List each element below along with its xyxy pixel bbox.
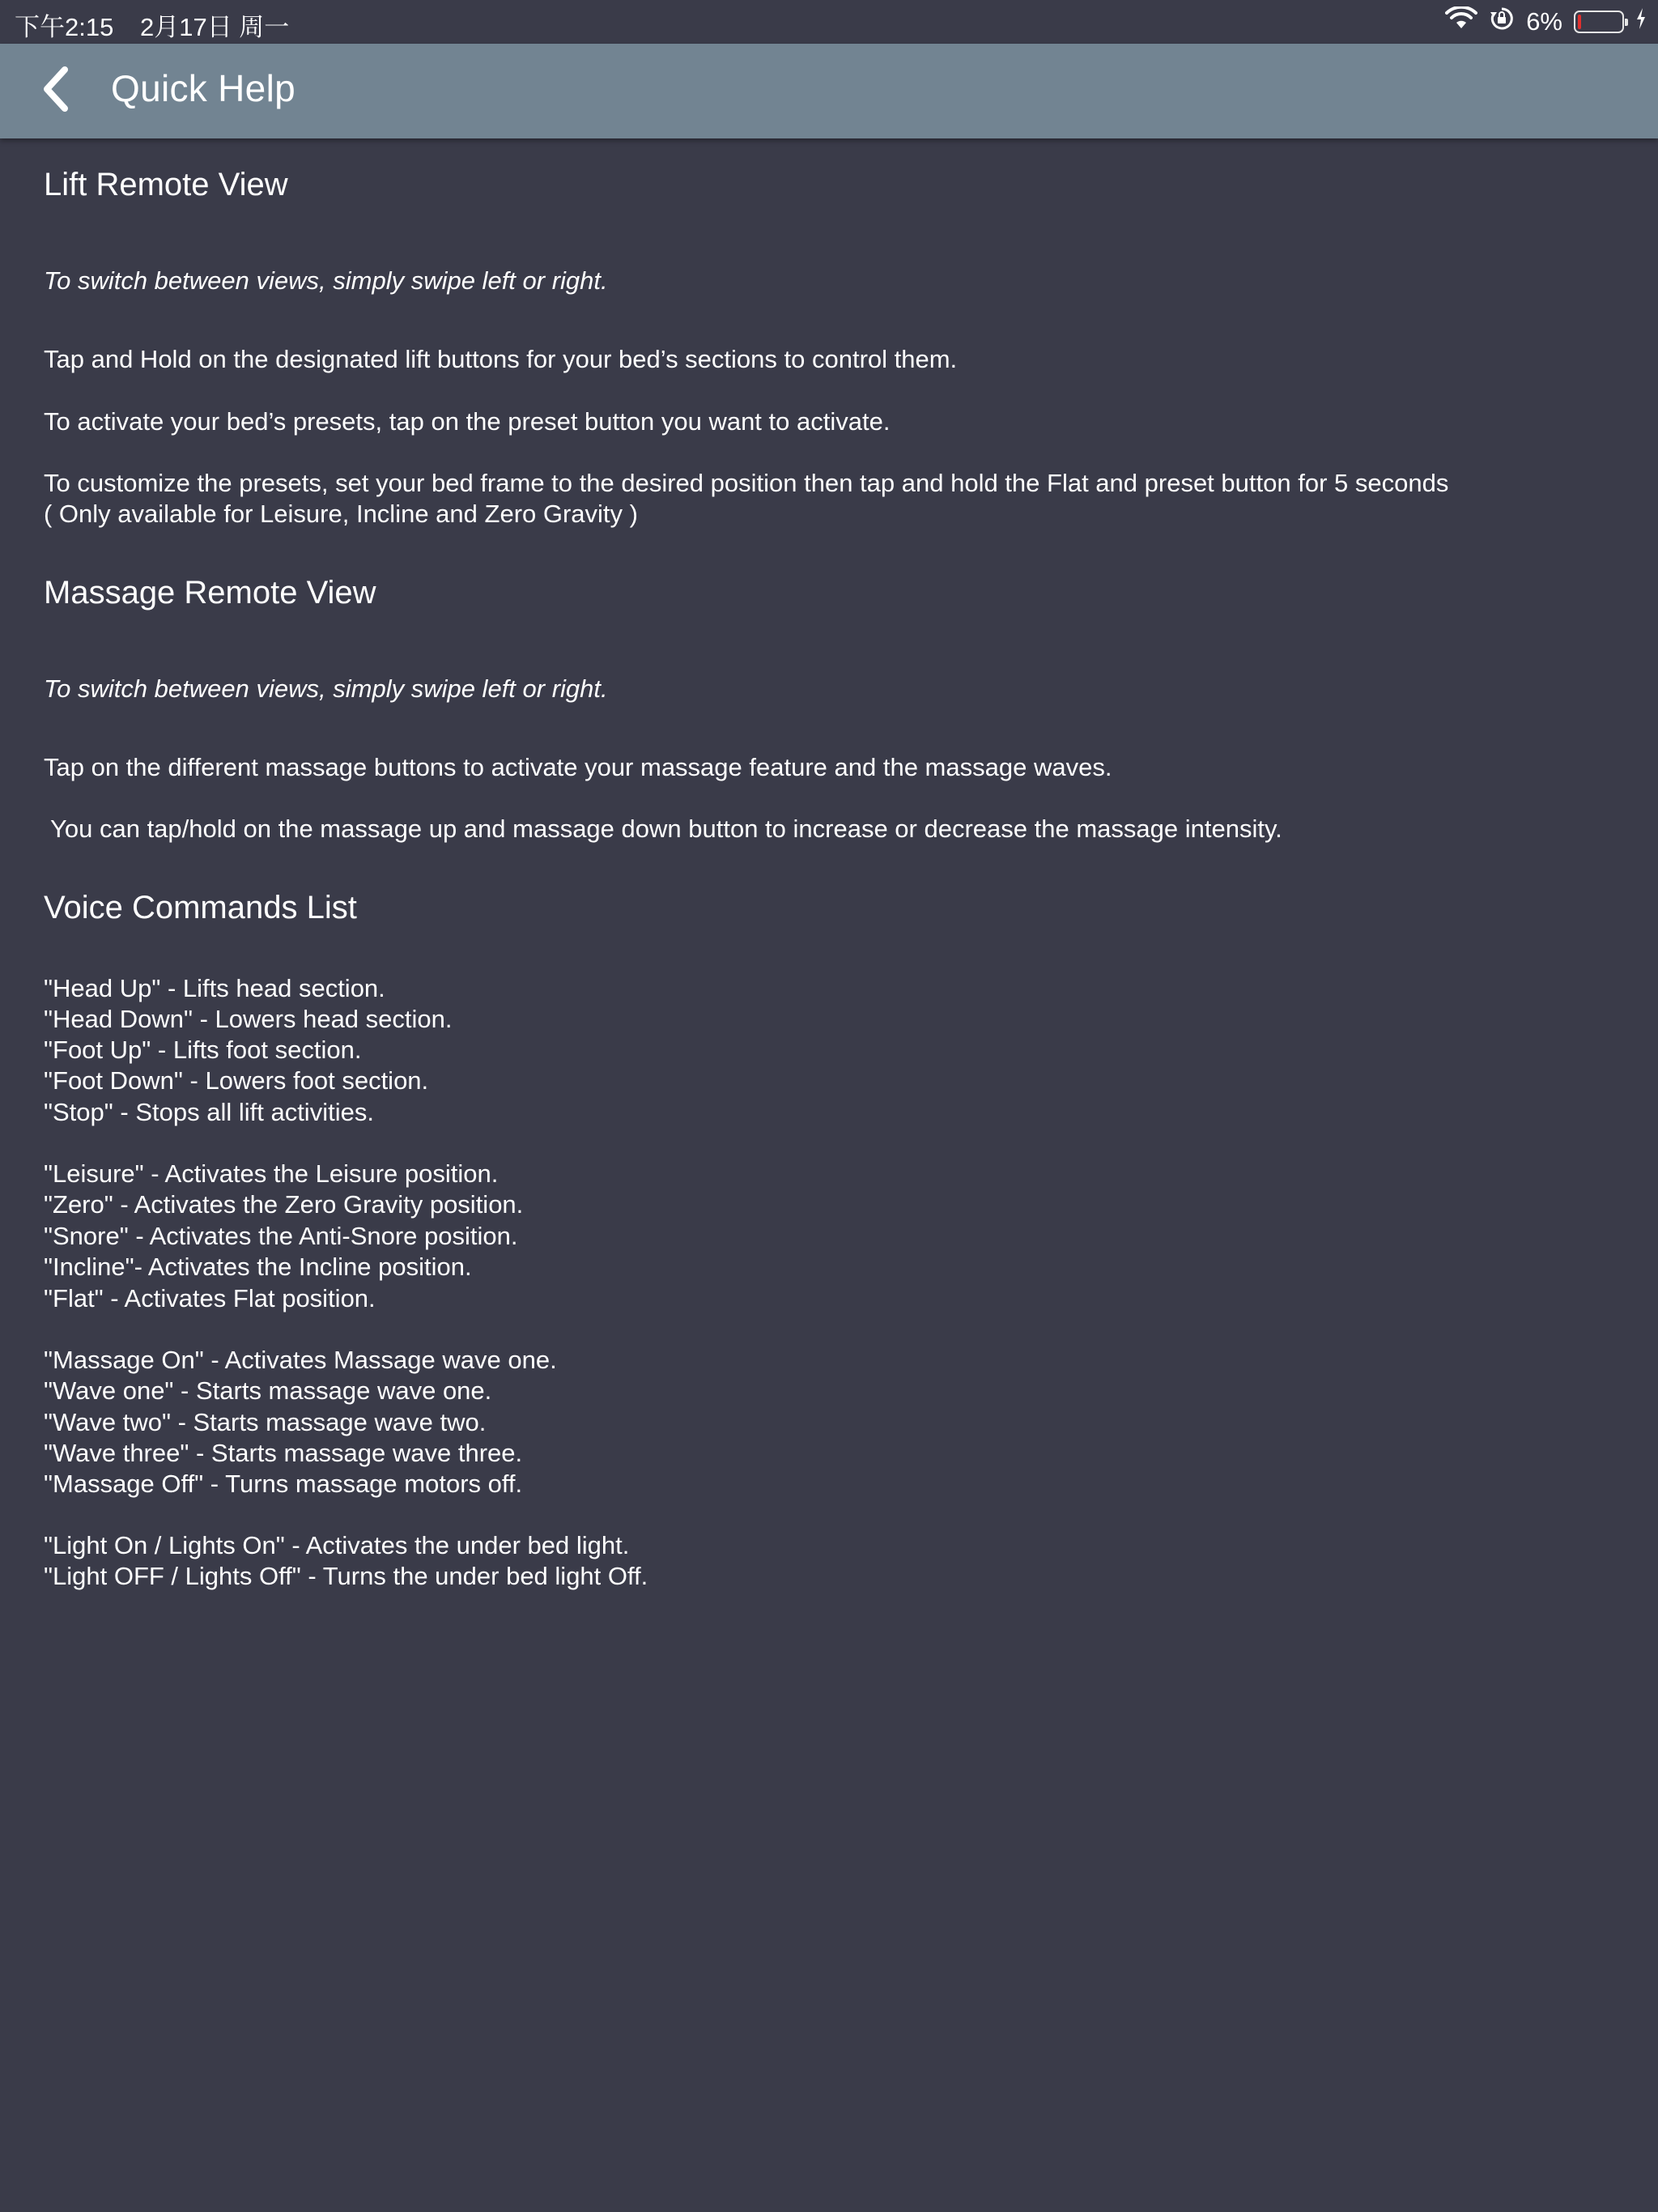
navigation-bar — [0, 44, 1658, 138]
massage-paragraph-2: You can tap/hold on the massage up and massage down button to increase or decrease the massage intensity. — [44, 815, 1282, 843]
voice-command-line: "Leisure" - Activates the Leisure position. — [44, 1159, 499, 1188]
voice-command-line: "Foot Up" - Lifts foot section. — [44, 1036, 362, 1064]
orientation-lock-icon — [1489, 6, 1515, 38]
charging-bolt-icon — [1635, 7, 1647, 36]
voice-command-line: "Head Up" - Lifts head section. — [44, 974, 385, 1002]
voice-command-line: "Stop" - Stops all lift activities. — [44, 1098, 374, 1126]
status-time-date — [15, 6, 308, 43]
voice-command-line: "Light OFF / Lights Off" - Turns the under bed light Off. — [44, 1562, 648, 1590]
voice-command-line: "Massage Off" - Turns massage motors off. — [44, 1470, 523, 1498]
battery-percent: 6% — [1526, 7, 1562, 36]
voice-command-line: "Wave two" - Starts massage wave two. — [44, 1408, 487, 1436]
status-bar — [0, 0, 1658, 44]
battery-icon — [1574, 11, 1624, 33]
voice-command-line: "Foot Down" - Lowers foot section. — [44, 1066, 429, 1095]
voice-command-line: "Head Down" - Lowers head section. — [44, 1005, 453, 1033]
section-title-voice-commands: Voice Commands List — [44, 890, 357, 925]
lift-paragraph-1: Tap and Hold on the designated lift buttons for your bed’s sections to control them. — [44, 345, 958, 373]
voice-command-line: "Incline"- Activates the Incline position. — [44, 1253, 472, 1281]
lift-paragraph-3-line-2: ( Only available for Leisure, Incline and Zero Gravity ) — [44, 500, 638, 528]
battery-level-fill — [1578, 15, 1581, 29]
massage-swipe-hint: To switch between views, simply swipe left or right. — [44, 674, 608, 703]
wifi-icon — [1445, 6, 1477, 37]
chevron-left-icon — [40, 65, 73, 117]
voice-command-line: "Snore" - Activates the Anti-Snore position. — [44, 1222, 518, 1250]
status-time: 下午2:15 — [15, 13, 114, 41]
status-indicators — [1445, 5, 1647, 39]
lift-swipe-hint: To switch between views, simply swipe left or right. — [44, 266, 608, 295]
voice-command-line: "Light On / Lights On" - Activates the under bed light. — [44, 1531, 630, 1559]
voice-command-line: "Zero" - Activates the Zero Gravity position. — [44, 1190, 524, 1219]
lift-paragraph-2: To activate your bed’s presets, tap on the preset button you want to activate. — [44, 407, 891, 436]
massage-paragraph-1: Tap on the different massage buttons to activate your massage feature and the massage waves. — [44, 753, 1112, 781]
section-title-lift: Lift Remote View — [44, 167, 288, 202]
lift-paragraph-3-line-1: To customize the presets, set your bed frame to the desired position then tap and hold the Flat and preset button for 5 seconds — [44, 469, 1449, 497]
voice-command-line: "Flat" - Activates Flat position. — [44, 1284, 376, 1312]
voice-command-line: "Massage On" - Activates Massage wave one. — [44, 1346, 557, 1374]
section-title-massage: Massage Remote View — [44, 575, 376, 610]
back-button[interactable] — [32, 62, 81, 120]
voice-command-line: "Wave three" - Starts massage wave three. — [44, 1439, 523, 1467]
status-date: 2月17日 周一 — [139, 13, 290, 41]
page-title: Quick Help — [111, 67, 295, 109]
voice-command-line: "Wave one" - Starts massage wave one. — [44, 1376, 492, 1405]
